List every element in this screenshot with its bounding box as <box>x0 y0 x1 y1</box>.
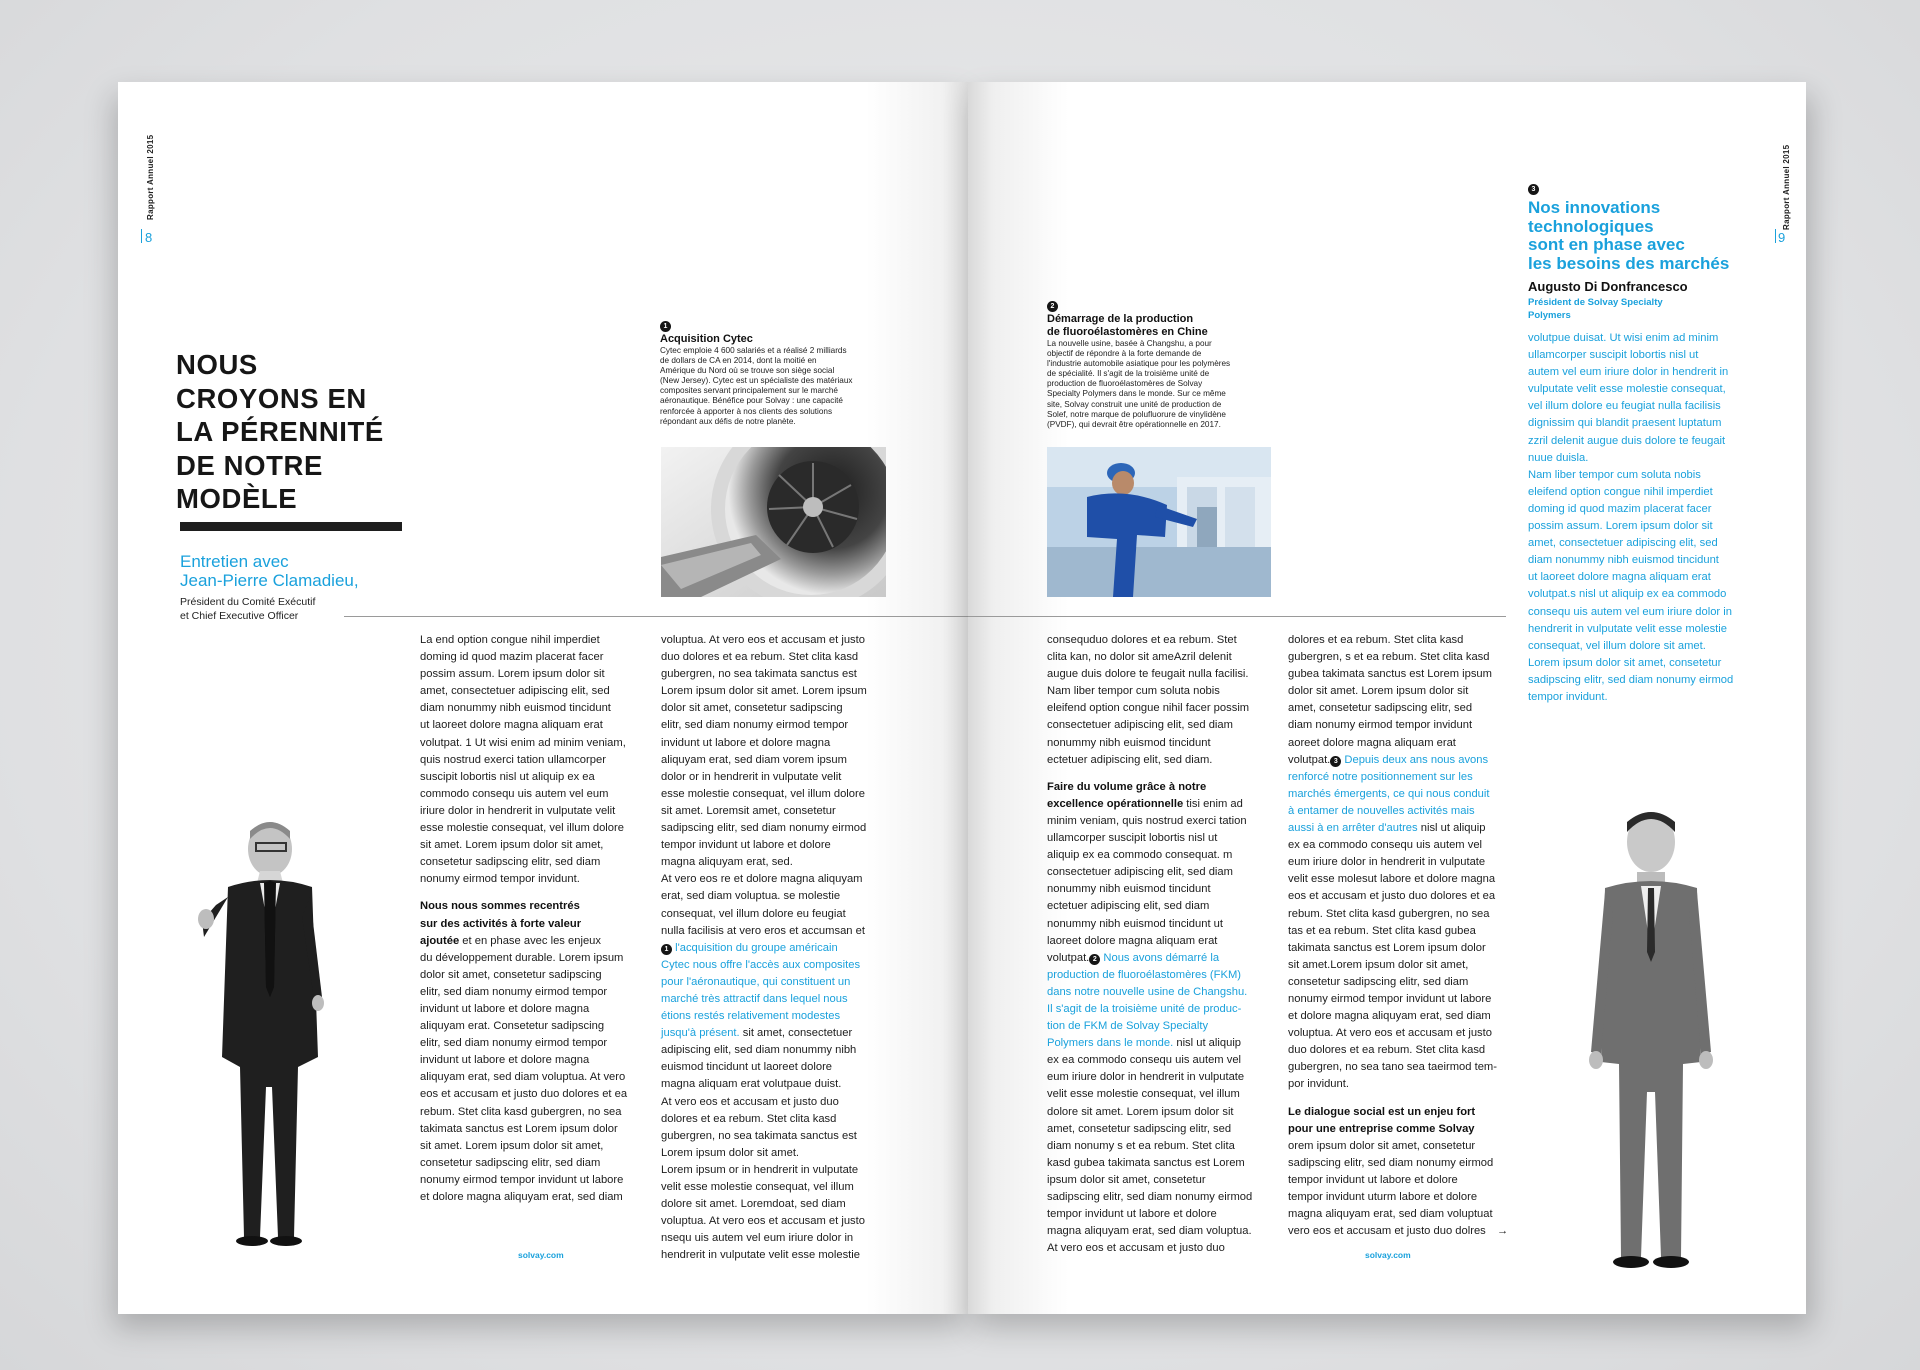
text-line: gubea takimata sanctus est Lorem ipsum <box>1288 668 1492 681</box>
text-line: velit esse molestie consequat, vel illum <box>661 1181 854 1193</box>
text-line: voluptua. At vero eos et accusam et justo <box>661 1215 865 1228</box>
text-line: et en phase avec les enjeux <box>459 934 601 947</box>
text-line: eos et accusam et justo duo dolores et ea <box>1288 890 1496 903</box>
highlight-text: pour l'aéronautique, qui constituent un <box>661 975 851 988</box>
text-line: volutpat. <box>1288 753 1331 766</box>
role-line: Président de Solvay Specialty <box>1528 297 1663 308</box>
text-line: At vero eos re et dolore magna aliquyam <box>661 873 863 886</box>
quote-line: consequat, vel illum dolore sit amet. <box>1528 639 1706 652</box>
text-line: amet, consectetuer adipiscing elit, sed <box>420 685 610 698</box>
text-line: tempor invidunt ut labore et dolore <box>1288 1173 1458 1186</box>
text-line: gubergren, no sea takimata sanctus est <box>661 1129 857 1142</box>
text-line: takimata sanctus est Lorem ipsum dolor <box>1288 941 1486 954</box>
caption-acquisition-cytec <box>660 315 860 427</box>
text-line: aliquyam erat, sed diam vorem ipsum <box>661 753 847 766</box>
caption-fluoroelastomeres <box>1047 295 1287 430</box>
quote-title-line: les besoins des marchés <box>1528 253 1730 273</box>
text-line: consetetur sadipscing elitr, sed diam <box>420 856 601 869</box>
quote-line: dignissim qui blandit praesent luptatum <box>1528 417 1722 430</box>
text-line: velit esse molestie consequat, vel illum <box>1047 1088 1240 1101</box>
headline-line: NOUS <box>176 349 258 380</box>
section-divider <box>968 616 1506 617</box>
highlight-text: tion de FKM de Solvay Specialty <box>1047 1020 1209 1033</box>
text-line: ipsum dolor sit amet, consetetur <box>1047 1173 1206 1186</box>
text-line: Nam liber tempor cum soluta nobis <box>1047 685 1220 698</box>
text-line: por invidunt. <box>1288 1078 1349 1091</box>
text-line: magna aliquyam erat, sed. <box>661 856 793 869</box>
text-line: nonumy eirmod tempor invidunt ut labore <box>1288 992 1492 1005</box>
quote-title-line: technologiques <box>1528 216 1654 236</box>
text-line: vero eos et accusam et justo duo dolres <box>1288 1225 1486 1238</box>
highlight-text: aussi à en arrêter d'autres <box>1288 822 1418 835</box>
headline-line: LA PÉRENNITÉ <box>176 416 384 447</box>
highlight-text: Nous avons démarré la <box>1100 951 1220 964</box>
text-line: elitr, sed diam nonumy eirmod tempor <box>420 1037 608 1050</box>
highlight-text: dans notre nouvelle usine de Changshu. <box>1047 985 1248 998</box>
caption-title: Acquisition Cytec <box>660 333 753 345</box>
right-page <box>968 82 1806 1314</box>
highlight-text: marchés émergents, ce qui nous conduit <box>1288 787 1490 800</box>
text-line: rebum. Stet clita kasd gubergren, no sea <box>1288 907 1490 920</box>
text-line: consequduo dolores et ea rebum. Stet <box>1047 634 1237 646</box>
text-line: elitr, sed diam nonumy eirmod tempor <box>661 719 849 732</box>
text-line: nisl ut aliquip <box>1173 1037 1242 1050</box>
numbered-marker-icon: 3 <box>1330 756 1341 767</box>
running-head-left: Rapport Annuel 2015 <box>146 134 155 220</box>
text-line: diam nonummy nibh euismod tincidunt <box>420 702 611 715</box>
text-line: ectetuer adipiscing elit, sed diam <box>1047 900 1210 913</box>
text-line: eum iriure dolor in hendrerit in vulputate <box>1288 856 1486 869</box>
subhead: excellence opérationnelle <box>1047 797 1184 810</box>
quote-line: vulputate velit esse molestie consequat, <box>1528 383 1726 396</box>
text-line: duo dolores et ea rebum. Stet clita kasd <box>661 651 859 664</box>
text-line: voluptua. At vero eos et accusam et justo <box>661 634 865 646</box>
text-line: sadipscing elitr, sed diam nonumy eirmod <box>661 822 867 835</box>
highlight-text: Il s'agit de la troisième unité de produc- <box>1047 1002 1242 1015</box>
text-line: dolores et ea rebum. Stet clita kasd <box>661 1112 837 1125</box>
caption-line: renforcée à apporter à nos clients des solutions <box>660 406 833 416</box>
text-column-1 <box>420 632 650 1206</box>
caption-title <box>1047 313 1287 339</box>
caption-line: site, Solvay construit une unité de production de <box>1047 399 1222 409</box>
subhead: Nous nous sommes recentrés <box>420 900 580 913</box>
text-line: sadipscing elitr, sed diam nonumy eirmod <box>1047 1191 1253 1203</box>
quote-line: ut laoreet dolore magna aliquam erat <box>1528 571 1711 584</box>
text-line: Lorem ipsum dolor sit amet. <box>661 1146 800 1159</box>
text-line: sit amet.Lorem ipsum dolor sit amet, <box>1288 958 1469 971</box>
text-line: consequat, vel illum dolore eu feugiat <box>661 907 846 920</box>
text-line: volutpat. 1 Ut wisi enim ad minim veniam, <box>420 736 626 749</box>
caption-line: (PVDF), qui devrait être opérationnelle en 2017. <box>1047 419 1221 429</box>
caption-line: Cytec emploie 4 600 salariés et a réalisé 2 milliards <box>660 346 847 355</box>
interview-label-line: Jean-Pierre Clamadieu, <box>180 571 359 590</box>
highlight-text: Polymers dans le monde. <box>1047 1037 1174 1050</box>
text-line: gubergren, no sea tano sea taeirmod tem- <box>1288 1061 1497 1074</box>
caption-line: de spécialité. Il s'agit de la troisième unité de <box>1047 369 1210 379</box>
text-line: nisl ut aliquip <box>1417 822 1486 835</box>
quote-title <box>1528 199 1758 273</box>
quote-body <box>1528 330 1758 706</box>
numbered-marker-icon: 3 <box>1528 184 1539 195</box>
numbered-marker-icon: 1 <box>660 321 671 332</box>
text-line: consectetuer adipiscing elit, sed diam <box>1047 719 1233 732</box>
role-line: Président du Comité Exécutif <box>180 596 316 608</box>
text-line: clita kan, no dolor sit ameAzril delenit <box>1047 651 1232 664</box>
executive-portrait <box>1581 802 1721 1282</box>
text-line: sit amet, consectetuer <box>739 1027 853 1040</box>
highlight-text: renforcé notre positionnement sur les <box>1288 770 1473 783</box>
text-line: invidunt ut labore et dolore magna <box>661 736 831 749</box>
quote-line: consequ uis autem vel eum iriure dolor in <box>1528 605 1732 618</box>
text-line: ex ea commodo consequ uis autem vel <box>1288 839 1483 852</box>
highlight-text: à entamer de nouvelles activités mais <box>1288 804 1475 817</box>
text-line: adipiscing elit, sed diam nonummy nibh <box>661 1044 857 1057</box>
interview-label-line: Entretien avec <box>180 552 289 571</box>
text-line: elitr, sed diam nonumy eirmod tempor <box>420 985 608 998</box>
headline-line: CROYONS EN <box>176 382 367 414</box>
text-line: ex ea commodo consequ uis autem vel <box>1047 1054 1242 1067</box>
text-line: consetetur sadipscing elitr, sed diam <box>420 1156 601 1169</box>
paragraph <box>1047 632 1283 769</box>
page-number-rule <box>141 229 142 243</box>
quote-block <box>1528 178 1758 706</box>
caption-line: Solef, notre marque de polufluorure de vinylidène <box>1047 409 1226 419</box>
text-line: La end option congue nihil imperdiet <box>420 634 600 646</box>
highlight-text: étions restés relativement modestes <box>661 1010 841 1023</box>
text-line: du développement durable. Lorem ipsum <box>420 951 624 964</box>
subhead: Faire du volume grâce à notre <box>1047 780 1207 793</box>
text-line: et dolore magna aliquyam erat, sed diam <box>1288 1010 1491 1023</box>
text-line: invidunt ut labore et dolore magna <box>420 1054 590 1067</box>
text-line: dolor or in hendrerit in vulputate velit <box>661 770 842 783</box>
numbered-marker-icon: 1 <box>661 944 672 955</box>
quote-line: sadipscing elitr, sed diam nonumy eirmod <box>1528 673 1734 686</box>
text-line: Lorem ipsum or in hendrerit in vulputate <box>661 1163 859 1176</box>
text-line: consectetuer adipiscing elit, sed diam <box>1047 866 1233 879</box>
headline-line: MODÈLE <box>176 483 298 514</box>
interview-label <box>180 552 410 590</box>
text-column-4 <box>1288 632 1528 1240</box>
quote-line: possim assum. Lorem ipsum dolor sit <box>1528 520 1713 533</box>
text-line: erat, sed diam voluptua. se molestie <box>661 890 841 903</box>
quote-line: ullamcorper suscipit lobortis nisl ut <box>1528 349 1699 362</box>
text-line: aliquyam erat. Consetetur sadipscing <box>420 1020 605 1033</box>
text-line: aliquip ex ea commodo consequat. m <box>1047 849 1233 862</box>
text-line: orem ipsum dolor sit amet, consetetur <box>1288 1139 1476 1152</box>
text-line: nonummy nibh euismod tincidunt <box>1047 736 1211 749</box>
text-line: sit amet. Lorem ipsum dolor sit amet, <box>420 1139 604 1152</box>
highlight-text: marché très attractif dans lequel nous <box>661 992 848 1005</box>
quote-line: Lorem ipsum dolor sit amet, consetetur <box>1528 656 1722 669</box>
caption-line: production de fluoroélastomères de Solvay <box>1047 379 1203 389</box>
text-line: tempor invidunt uturm labore et dolore <box>1288 1191 1478 1203</box>
caption-line: répondant aux défis de notre planète. <box>660 416 796 426</box>
quote-line: volutpue duisat. Ut wisi enim ad minim <box>1528 332 1719 344</box>
caption-body <box>660 346 860 427</box>
text-line: esse molestie consequat, vel illum dolore <box>420 822 624 835</box>
text-line: voluptua. At vero eos et accusam et justo <box>1288 1027 1492 1040</box>
text-line: laoreet dolore magna aliquam erat <box>1047 934 1218 947</box>
text-line: duo dolores et ea rebum. Stet clita kasd <box>1288 1044 1486 1057</box>
text-line: euismod tincidunt ut laoreet dolore <box>661 1061 833 1074</box>
text-line: gubergren, s et ea rebum. Stet clita kasd <box>1288 651 1490 664</box>
quote-line: Nam liber tempor cum soluta nobis <box>1528 468 1701 481</box>
text-line: Lorem ipsum dolor sit amet. Lorem ipsum <box>661 685 867 698</box>
quote-line: nuue duisla. <box>1528 451 1589 464</box>
text-line: diam nonumy eirmod tempor invidunt <box>1288 719 1473 732</box>
page-number-rule <box>1775 229 1776 243</box>
text-line: quis nostrud exerci tation ullamcorper <box>420 753 606 766</box>
text-line: tas et ea rebum. Stet clita kasd gubea <box>1288 924 1476 937</box>
text-line: eleifend option congue nihil facer possim <box>1047 702 1250 715</box>
text-line: amet, consetetur sadipscing elitr, sed <box>1288 702 1473 715</box>
text-line: doming id quod mazim placerat facer <box>420 651 604 664</box>
text-line: nonumy eirmod tempor invidunt ut labore <box>420 1173 624 1186</box>
caption-line: de dollars de CA en 2014, dont la moitié en <box>660 356 817 366</box>
subhead: ajoutée <box>420 934 460 947</box>
paragraph <box>661 632 901 1264</box>
caption-line: objectif de répondre à la forte demande de <box>1047 349 1202 359</box>
text-line: ullamcorper suscipit lobortis nisl ut <box>1047 832 1218 845</box>
text-line: dolore sit amet. Loremdoat, sed diam <box>661 1198 846 1211</box>
page-number-left: 8 <box>145 230 153 245</box>
highlight-text: Cytec nous offre l'accès aux composites <box>661 958 861 971</box>
text-line: volutpat. <box>1047 951 1090 964</box>
text-line: nonumy eirmod tempor invidunt. <box>420 873 580 886</box>
text-line: possim assum. Lorem ipsum dolor sit <box>420 668 605 681</box>
subhead: pour une entreprise comme Solvay <box>1288 1122 1475 1135</box>
text-line: tempor invidunt ut labore et dolore <box>1047 1208 1217 1221</box>
footer-link-right[interactable]: solvay.com <box>1365 1250 1411 1260</box>
quote-line: tempor invidunt. <box>1528 690 1608 703</box>
left-page <box>118 82 968 1314</box>
text-line: minim veniam, quis nostrud exerci tation <box>1047 814 1247 827</box>
text-line: augue duis dolore te feugait nulla facilisi. <box>1047 668 1249 681</box>
text-line: sadipscing elitr, sed diam nonumy eirmod <box>1288 1156 1494 1169</box>
text-line: aoreet dolore magna aliquam erat <box>1288 736 1456 749</box>
text-line: magna aliquyam erat, sed diam voluptuat <box>1288 1208 1493 1221</box>
quote-person-role <box>1528 297 1758 322</box>
subhead: sur des activités à forte valeur <box>420 917 582 930</box>
text-line: dolore sit amet. Lorem ipsum dolor sit <box>1047 1105 1234 1118</box>
text-line: iriure dolor in hendrerit in vulputate velit <box>420 804 616 817</box>
text-line: eos et accusam et justo duo dolores et ea <box>420 1088 628 1101</box>
text-line: magna aliquyam erat, sed diam voluptua. <box>1047 1225 1252 1238</box>
text-line: dolores et ea rebum. Stet clita kasd <box>1288 634 1464 646</box>
paragraph <box>1047 779 1283 1258</box>
text-line: nonummy nibh euismod tincidunt ut <box>1047 917 1223 930</box>
numbered-marker-icon: 2 <box>1047 301 1058 312</box>
highlight-text: production de fluoroélastomères (FKM) <box>1047 968 1242 981</box>
highlight-text: jusqu'à présent. <box>661 1027 740 1040</box>
quote-title-line: Nos innovations <box>1528 198 1661 217</box>
paragraph <box>420 632 650 888</box>
interviewee-role <box>180 596 315 623</box>
subhead: Le dialogue social est un enjeu fort <box>1288 1105 1476 1118</box>
text-line: nulla facilisis at vero eros et accumsan et <box>661 924 865 937</box>
caption-title-line: Démarrage de la production <box>1047 313 1194 325</box>
text-line: sit amet. Lorem ipsum dolor sit amet, <box>420 839 604 852</box>
highlight-text: l'acquisition du groupe américain <box>675 941 838 954</box>
text-column-3 <box>1047 632 1283 1257</box>
text-line: velit esse molesut labore et dolore magna <box>1288 873 1496 886</box>
caption-line: Amérique du Nord où se trouve son siège social <box>660 366 835 376</box>
headline-bar <box>180 522 402 531</box>
caption-line: La nouvelle usine, basée à Changshu, a pour <box>1047 339 1212 348</box>
quote-person-name: Augusto Di Donfrancesco <box>1528 279 1688 294</box>
text-line: gubergren, no sea takimata sanctus est <box>661 668 857 681</box>
caption-line: l'industrie automobile asiatique pour les polymères <box>1047 359 1231 369</box>
text-line: dolor sit amet, consetetur sadipscing <box>420 968 602 981</box>
ceo-portrait <box>198 817 338 1257</box>
text-line: eum iriure dolor in hendrerit in vulputate <box>1047 1071 1245 1084</box>
text-line: esse molestie consequat, vel illum dolore <box>661 787 865 800</box>
paragraph <box>420 898 650 1206</box>
section-divider <box>344 616 968 617</box>
text-line: commodo consequ uis autem vel eum <box>420 787 609 800</box>
caption-line: composites servant principalement sur le marché <box>660 386 838 396</box>
role-line: et Chief Executive Officer <box>180 609 299 622</box>
text-line: invidunt ut labore et dolore magna <box>420 1002 590 1015</box>
text-column-2 <box>661 632 901 1264</box>
text-line: kasd gubea takimata sanctus est Lorem <box>1047 1156 1245 1169</box>
text-line: dolor sit amet. Lorem ipsum dolor sit <box>1288 685 1469 698</box>
text-line: dolor sit amet, consetetur sadipscing <box>661 702 843 715</box>
quote-title-line: sont en phase avec <box>1528 235 1685 254</box>
caption-line: Specialty Polymers dans le monde. Sur ce même <box>1047 389 1226 399</box>
paragraph <box>1288 1104 1528 1241</box>
text-line: At vero eos et accusam et justo duo <box>1047 1242 1225 1255</box>
numbered-marker-icon: 2 <box>1089 954 1100 965</box>
quote-line: doming id quod mazim placerat facer <box>1528 502 1712 515</box>
caption-title-line: de fluoroélastomères en Chine <box>1047 326 1208 338</box>
headline-line: DE NOTRE <box>176 449 323 481</box>
quote-line: amet, consectetuer adipiscing elit, sed <box>1528 537 1718 550</box>
quote-line: zzril delenit augue duis dolore te feugait <box>1528 434 1726 447</box>
quote-line: volutpat.s nisl ut aliquip ex ea commodo <box>1528 588 1727 601</box>
text-line: consetetur sadipscing elitr, sed diam <box>1288 975 1469 988</box>
quote-line: autem vel eum iriure dolor in hendrerit in <box>1528 366 1729 379</box>
text-line: sit amet. Loremsit amet, consetetur <box>661 804 836 817</box>
quote-line: hendrerit in vulputate velit esse molestie <box>1528 622 1727 635</box>
quote-line: eleifend option congue nihil imperdiet <box>1528 485 1713 498</box>
quote-line: diam nonummy nibh euismod tincidunt <box>1528 554 1719 567</box>
footer-link-left[interactable]: solvay.com <box>518 1250 564 1260</box>
text-line: tisi enim ad <box>1183 797 1243 810</box>
text-line: diam nonumy s et ea rebum. Stet clita <box>1047 1139 1235 1152</box>
text-line: magna aliquam erat volutpaue duist. <box>661 1078 842 1091</box>
jet-engine-photo <box>661 447 886 597</box>
text-line: rebum. Stet clita kasd gubergren, no sea <box>420 1105 622 1118</box>
role-line: Polymers <box>1528 309 1571 321</box>
text-line: nsequ uis autem vel eum iriure dolor in <box>661 1232 854 1245</box>
text-line: tempor invidunt ut labore et dolore <box>661 839 831 852</box>
text-line: takimata sanctus est Lorem ipsum dolor <box>420 1122 618 1135</box>
text-line: et dolore magna aliquyam erat, sed diam <box>420 1191 623 1203</box>
text-line: hendrerit in vulputate velit esse molestie <box>661 1249 860 1262</box>
page-number-right: 9 <box>1778 230 1786 245</box>
quote-line: vel illum dolore eu feugiat nulla facilisis <box>1528 400 1721 413</box>
text-line: amet, consetetur sadipscing elitr, sed <box>1047 1122 1232 1135</box>
caption-line: (New Jersey). Cytec est un spécialiste des matériaux <box>660 376 853 386</box>
highlight-text: Depuis deux ans nous avons <box>1341 753 1489 766</box>
text-line: nonummy nibh euismod tincidunt <box>1047 883 1211 896</box>
factory-worker-photo <box>1047 447 1271 597</box>
caption-body <box>1047 339 1287 430</box>
text-line: ectetuer adipiscing elit, sed diam. <box>1047 753 1213 766</box>
text-line: At vero eos et accusam et justo duo <box>661 1095 839 1108</box>
text-line: suscipit lobortis nisl ut aliquip ex ea <box>420 770 595 783</box>
headline <box>176 348 416 516</box>
running-head-right: Rapport Annuel 2015 <box>1782 144 1791 230</box>
paragraph <box>1288 632 1528 1094</box>
text-line: aliquyam erat, sed diam voluptua. At vero <box>420 1071 626 1084</box>
text-line: ut laoreet dolore magna aliquam erat <box>420 719 603 732</box>
caption-line: aéronautique. Bénéfice pour Solvay : une capacité <box>660 396 843 406</box>
continue-arrow-icon: → <box>1496 1225 1509 1238</box>
